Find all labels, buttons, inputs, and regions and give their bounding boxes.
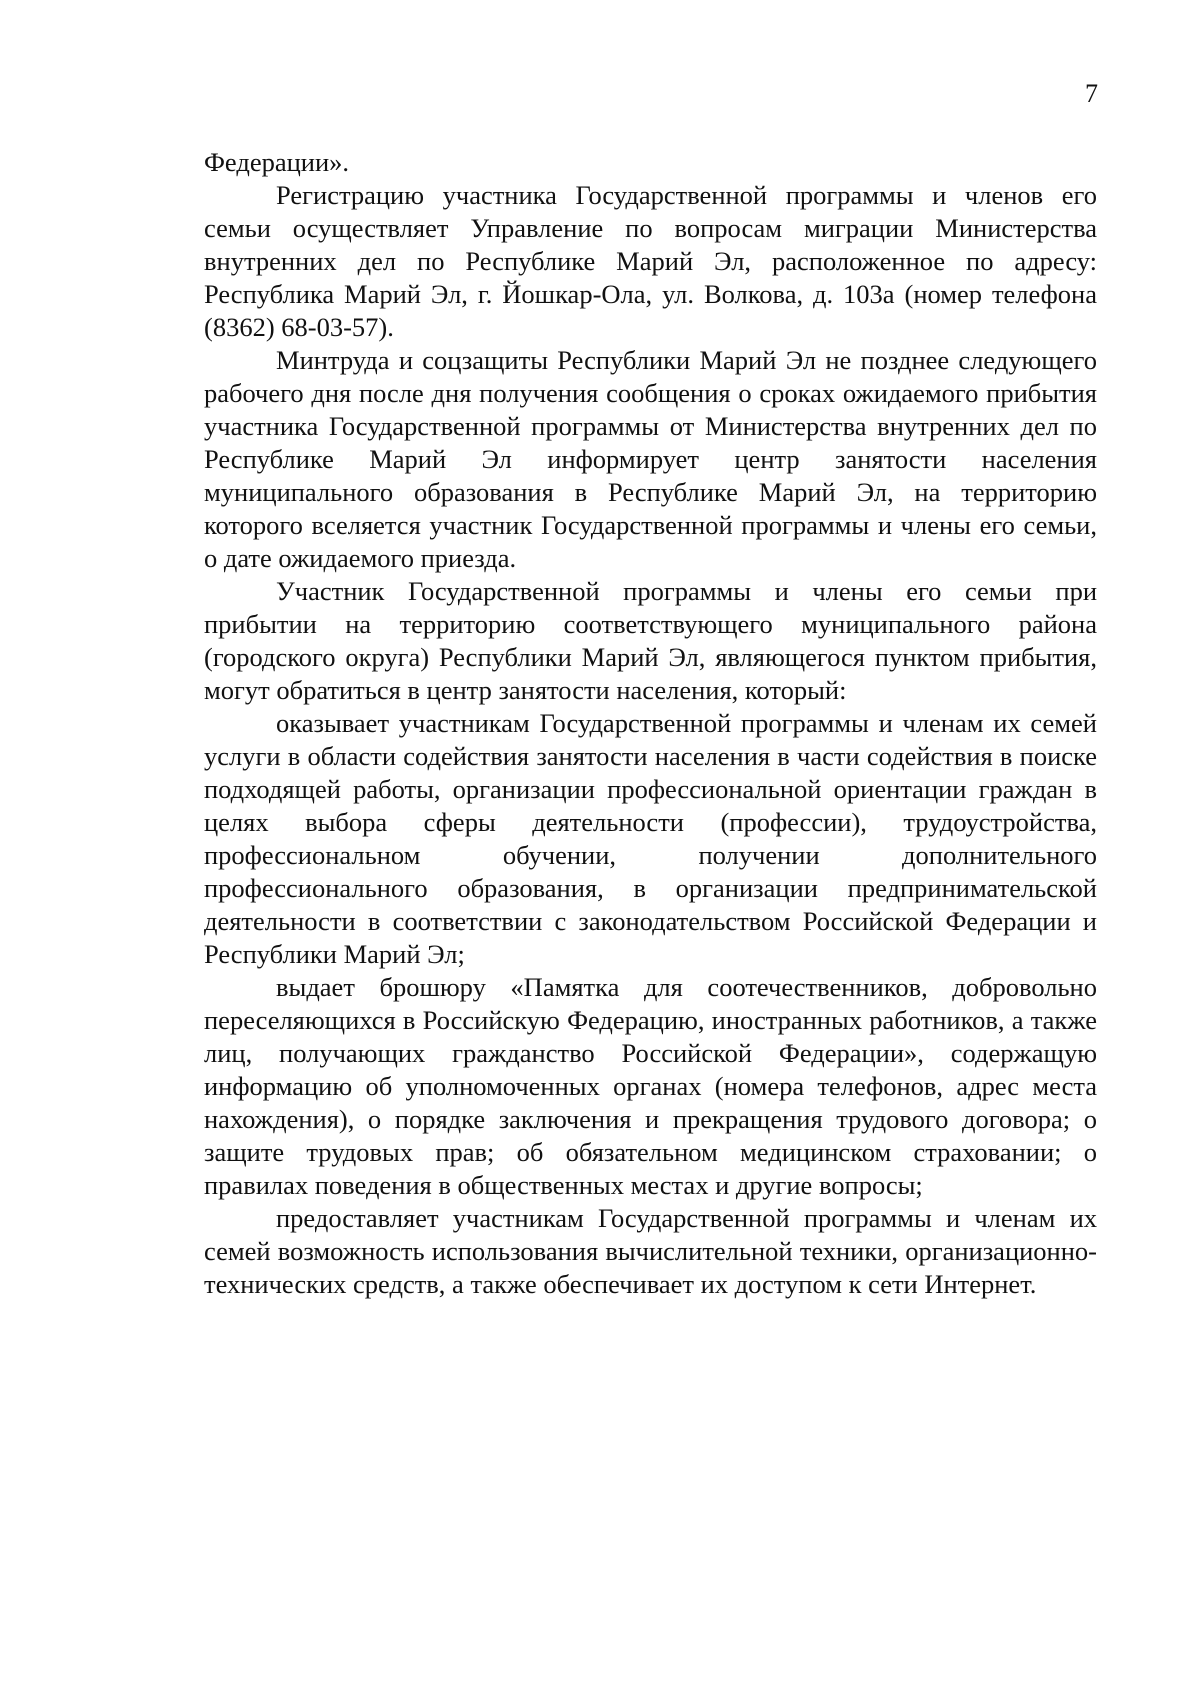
- paragraph-brochure: выдает брошюру «Памятка для соотечественников, добровольно переселяющихся в Российскую Федерацию, иностранных работников, а также лиц, получающих гражданство Российской Федерации», содержащую информацию об уполномоченных органах (номера телефонов, адрес места нахождения), о порядке заключения и прекращения трудового договора; о защите трудовых прав; об обязательном медицинском страховании; о правилах поведения в общественных местах и другие вопросы;: [204, 972, 1097, 1200]
- document-body: [204, 146, 1097, 1301]
- paragraph-computer-access: предоставляет участникам Государственной программы и членам их семей возможность использования вычислительной техники, организационно-технических средств, а также обеспечивает их доступом к сети Интернет.: [204, 1203, 1097, 1299]
- paragraph-ministry-notification: Минтруда и соцзащиты Республики Марий Эл не позднее следующего рабочего дня после дня получения сообщения о сроках ожидаемого прибытия участника Государственной программы от Министерства внутренних дел по Республике Марий Эл информирует центр занятости населения муниципального образования в Республике Марий Эл, на территорию которого вселяется участник Государственной программы и члены его семьи, о дате ожидаемого приезда.: [204, 345, 1097, 573]
- paragraph-registration: Регистрацию участника Государственной программы и членов его семьи осуществляет Управление по вопросам миграции Министерства внутренних дел по Республике Марий Эл, расположенное по адресу: Республика Марий Эл, г. Йошкар-Ола, ул. Волкова, д. 103а (номер телефона (8362) 68-03-57).: [204, 180, 1097, 342]
- page-number: 7: [1085, 79, 1098, 108]
- paragraph-employment-services: оказывает участникам Государственной программы и членам их семей услуги в области содействия занятости населения в части содействия в поиске подходящей работы, организации профессиональной ориентации граждан в целях выбора сферы деятельности (профессии), трудоустройства, профессиональном обучении, получении дополнительного профессионального образования, в организации предпринимательской деятельности в соответствии с законодательством Российской Федерации и Республики Марий Эл;: [204, 708, 1097, 969]
- paragraph-continuation: Федерации».: [204, 147, 350, 177]
- paragraph-arrival: Участник Государственной программы и члены его семьи при прибытии на территорию соответствующего муниципального района (городского округа) Республики Марий Эл, являющегося пунктом прибытия, могут обратиться в центр занятости населения, который:: [204, 576, 1097, 705]
